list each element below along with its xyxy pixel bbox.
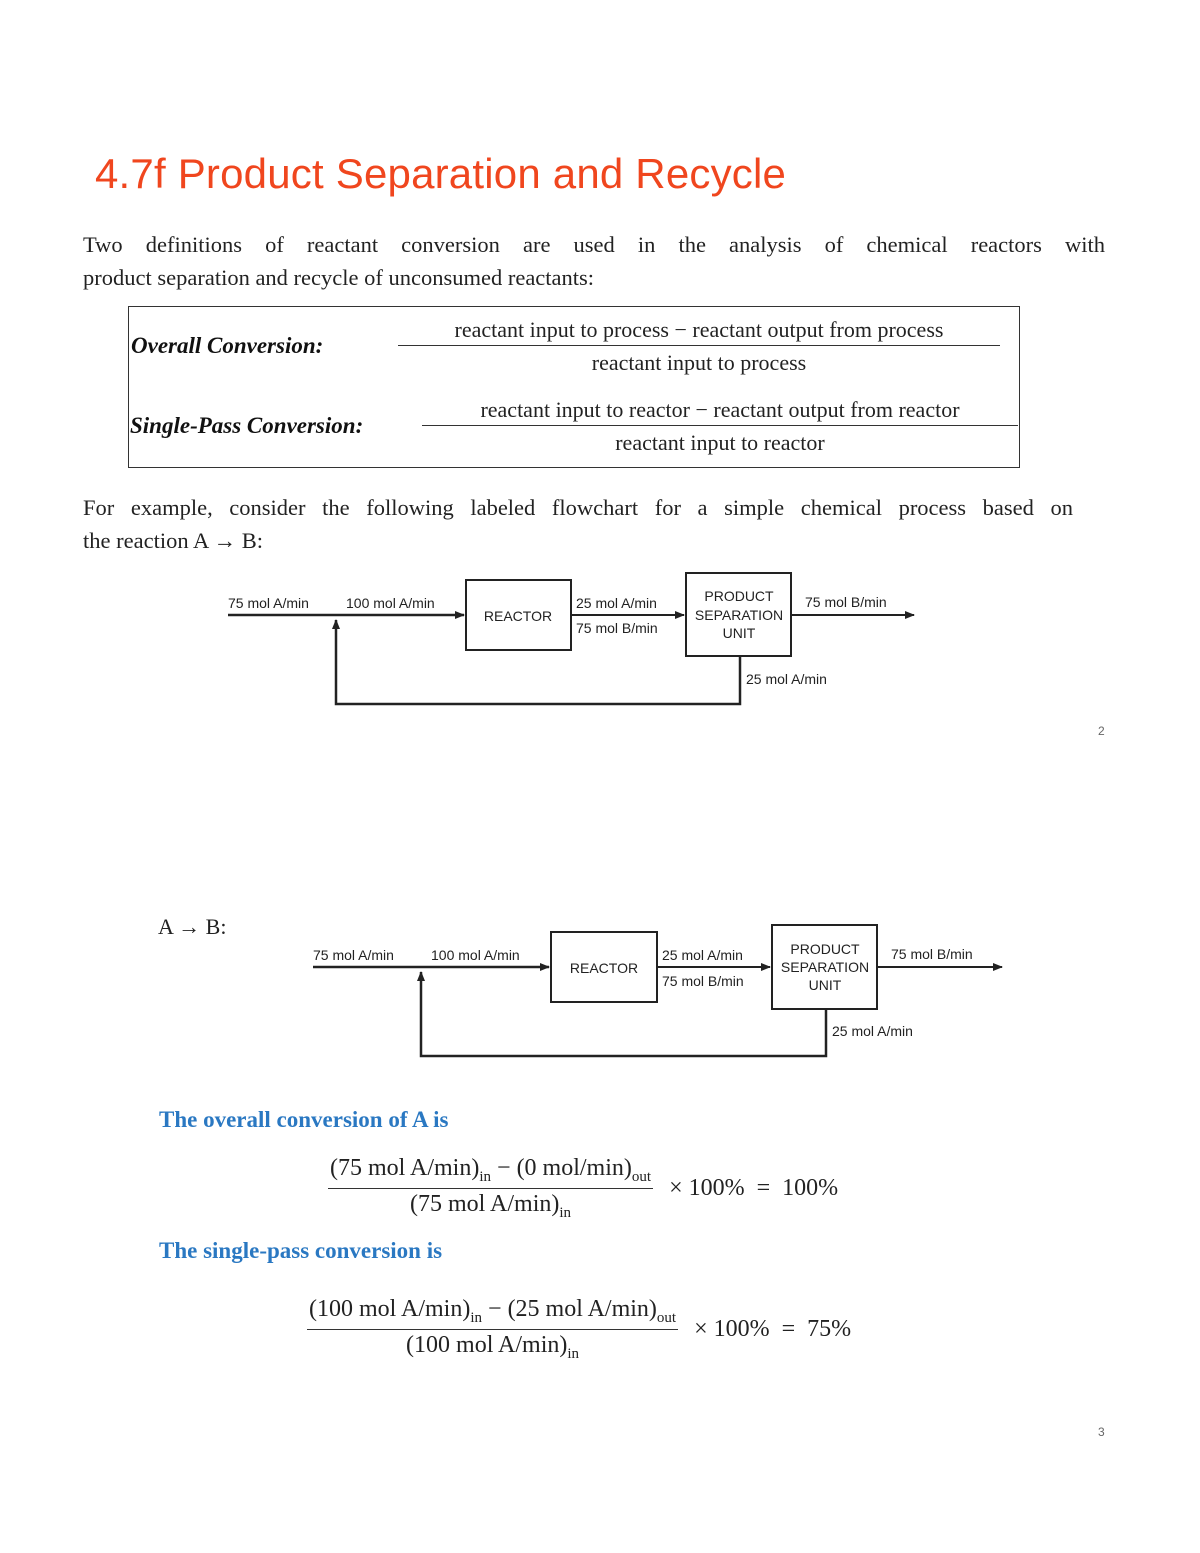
flowchart-diagram-2 — [0, 915, 1200, 1065]
page-number-2: 2 — [1098, 724, 1105, 738]
overall-conversion-equation — [328, 1155, 838, 1222]
overall-calc-num-b-sub: out — [631, 1168, 652, 1185]
product-label: 75 mol B/min — [891, 946, 973, 962]
separator-label-line-3: UNIT — [722, 625, 756, 641]
reactor-inlet-label: 100 mol A/min — [346, 595, 435, 611]
recycle-label: 25 mol A/min — [832, 1023, 913, 1039]
overall-calc-result: × 100% = 100% — [669, 1174, 839, 1201]
page-number-3: 3 — [1098, 1425, 1105, 1439]
overall-conversion-heading: The overall conversion of A is — [159, 1107, 449, 1132]
reactor-outlet-a-label: 25 mol A/min — [576, 595, 657, 611]
feed-label: 75 mol A/min — [228, 595, 309, 611]
overall-calc-num-a-sub: in — [479, 1168, 492, 1185]
single-calc-minus: − — [482, 1296, 508, 1322]
reactor-label: REACTOR — [483, 608, 553, 624]
separator-label-line-3: UNIT — [808, 977, 842, 993]
reactor-outlet-b-label: 75 mol B/min — [576, 620, 658, 636]
intro-line-1: Two definitions of reactant conversion are used in the analysis of chemical reactors with — [83, 232, 1105, 257]
single-pass-numerator: reactant input to reactor − reactant output from reactor — [422, 397, 1018, 426]
product-label: 75 mol B/min — [805, 594, 887, 610]
single-pass-conversion-fraction — [422, 397, 1018, 456]
single-calc-num-a-sub: in — [470, 1309, 483, 1326]
single-calc-result: × 100% = 75% — [694, 1315, 852, 1342]
single-pass-denominator: reactant input to reactor — [615, 430, 825, 455]
example-line-2: the reaction A → B: — [83, 528, 263, 553]
feed-label: 75 mol A/min — [313, 947, 394, 963]
reactor-outlet-a-label: 25 mol A/min — [662, 947, 743, 963]
single-pass-conversion-equation — [307, 1296, 851, 1363]
overall-conversion-label: Overall Conversion: — [131, 333, 324, 358]
single-pass-conversion-label: Single-Pass Conversion: — [130, 413, 364, 438]
overall-denominator: reactant input to process — [591, 350, 807, 375]
separator-label-line-1: PRODUCT — [704, 588, 774, 604]
overall-calc-fraction — [328, 1155, 653, 1222]
overall-numerator: reactant input to process − reactant output from process — [398, 317, 1000, 346]
overall-calc-num-a: (75 mol A/min) — [330, 1155, 480, 1181]
example-line-1: For example, consider the following labeled flowchart for a simple chemical process based on — [83, 495, 1073, 520]
single-calc-fraction — [307, 1296, 678, 1363]
single-calc-den: (100 mol A/min) — [406, 1331, 568, 1358]
overall-calc-minus: − — [491, 1155, 517, 1181]
separator-label-line-2: SEPARATION — [780, 959, 870, 975]
recycle-label: 25 mol A/min — [746, 671, 827, 687]
single-pass-conversion-heading: The single-pass conversion is — [159, 1238, 443, 1263]
overall-calc-den: (75 mol A/min) — [410, 1190, 560, 1217]
single-calc-num-a: (100 mol A/min) — [309, 1296, 471, 1322]
intro-line-2: product separation and recycle of unconsumed reactants: — [83, 265, 595, 290]
single-calc-num-b-sub: out — [656, 1309, 677, 1326]
flowchart-diagram-1 — [0, 560, 1200, 720]
overall-calc-den-sub: in — [559, 1204, 572, 1221]
single-calc-den-sub: in — [567, 1345, 580, 1362]
single-calc-num-b: (25 mol A/min) — [507, 1296, 657, 1322]
page-title: 4.7f Product Separation and Recycle — [95, 150, 787, 197]
overall-conversion-fraction — [398, 317, 1000, 376]
overall-calc-num-b: (0 mol/min) — [516, 1155, 632, 1181]
reactor-inlet-label: 100 mol A/min — [431, 947, 520, 963]
separator-label-line-2: SEPARATION — [694, 607, 784, 623]
separator-label-line-1: PRODUCT — [790, 941, 860, 957]
reactor-outlet-b-label: 75 mol B/min — [662, 973, 744, 989]
reaction-label: A → B: — [158, 914, 227, 939]
reactor-label: REACTOR — [569, 960, 639, 976]
